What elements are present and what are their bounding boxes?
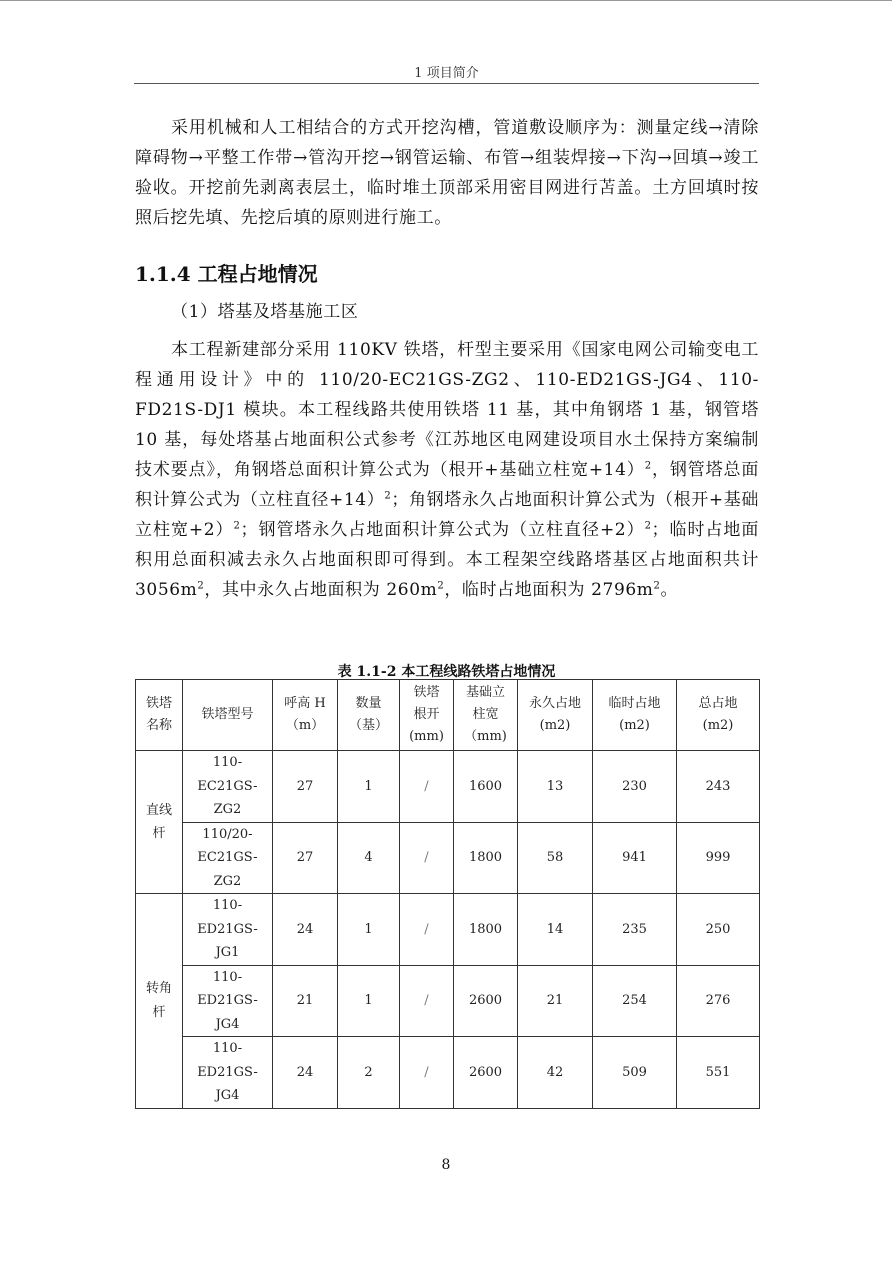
cell-temp: 941 [593,822,677,894]
text-run: ，其中永久占地面积为 260m [204,580,438,600]
cell-line: ED21GS- [197,1064,258,1080]
cell-line: EC21GS- [197,778,258,794]
text-run: ；临时占地面积用总面积减去永久占地面积即可得到。本工程架空线路塔基区占地面积共计 3056m [135,520,759,600]
cell-line: 110- [212,755,243,770]
cell-perm: 42 [518,1037,593,1109]
cell-height: 27 [273,822,338,894]
cell-root: / [400,751,454,823]
column-header [183,680,273,751]
cell-height: 27 [273,751,338,823]
cell-line: 名称 [145,718,172,733]
cell-total: 243 [677,751,760,823]
cell-line: ED21GS- [197,921,258,937]
cell-line: 基础立 [465,685,505,700]
cell-perm: 21 [518,965,593,1037]
cell-line: (m2) [619,718,650,733]
table-header-row [136,680,760,751]
table-caption: 表 1.1-2 本工程线路铁塔占地情况 [337,664,556,680]
cell-total: 999 [677,822,760,894]
column-header [400,680,454,751]
cell-line: 110- [212,898,243,913]
cell-line: 直线 [145,802,172,818]
cell-line: 永久占地 [528,696,581,711]
cell-root: / [400,1037,454,1109]
table-row [136,822,760,894]
cell-line: 杆 [152,826,166,841]
text-run: ；角钢塔永久占地面积计算公式为（根开+基础立柱宽+2） [135,490,759,540]
cell-width: 2600 [454,965,518,1037]
superscript: 2 [644,460,652,472]
tower-land-table [135,679,760,1109]
cell-line: JG4 [215,1016,240,1032]
superscript: 2 [437,580,445,592]
cell-line: (m2) [702,718,734,733]
table-row [136,965,760,1037]
cell-line: 临时占地 [608,696,661,711]
tower-model-cell [183,1037,273,1109]
tower-model-cell [183,751,273,823]
cell-temp: 230 [593,751,677,823]
cell-perm: 58 [518,822,593,894]
cell-line: 铁塔 [413,685,440,700]
superscript: 2 [233,520,241,532]
column-header [677,680,760,751]
cell-line: 转角 [145,981,172,997]
cell-line: (mm) [409,729,444,744]
tower-model-cell [183,822,273,894]
cell-line: 柱宽 [472,707,499,722]
cell-line: （m） [285,718,325,733]
superscript: 2 [384,490,392,502]
text-run: ；钢管塔永久占地面积计算公式为（立柱直径+2） [240,520,645,540]
column-header [136,680,183,751]
cell-width: 1800 [454,894,518,966]
superscript: 2 [197,580,205,592]
cell-height: 24 [273,894,338,966]
cell-height: 21 [273,965,338,1037]
section-heading: 1.1.4 工程占地情况 [135,262,318,286]
tower-group-name [136,751,183,894]
cell-root: / [400,822,454,894]
cell-line: 铁塔 [145,696,172,711]
cell-line: （mm) [464,729,507,744]
cell-temp: 235 [593,894,677,966]
cell-line: ZG2 [213,802,242,817]
cell-line: 数量 [355,696,382,711]
cell-width: 1800 [454,822,518,894]
top-border [0,0,892,1]
cell-count: 1 [338,751,400,823]
cell-line: 110/20- [202,826,253,842]
cell-line: ED21GS- [197,993,258,1008]
tower-model-cell [183,965,273,1037]
column-header [338,680,400,751]
cell-perm: 14 [518,894,593,966]
cell-line: 110- [212,969,243,985]
cell-line: 总占地 [698,696,738,711]
running-header: 1 项目简介 [414,66,479,81]
table-row [136,751,760,823]
cell-temp: 254 [593,965,677,1037]
cell-count: 2 [338,1037,400,1109]
cell-root: / [400,965,454,1037]
cell-line: JG4 [215,1088,240,1103]
sub-heading: （1）塔基及塔基施工区 [171,302,359,322]
table-row [136,894,760,966]
cell-line: 根开 [413,707,440,722]
text-run: 本工程新建部分采用 110KV 铁塔，杆型主要采用《国家电网公司输变电工程通用设计》中的 110/20-EC21GS-ZG2、110-ED21GS-JG4、110-FD21S-DJ1 模块。本工程线路共使用铁塔 11 基，其中角钢塔 1 基，钢管塔 10 基，每处塔基占地面积公式参考《江苏地区电网建设项目水土保持方案编制技术要点》，角钢塔总面积计算公式为（根开+基础立柱宽+14） [135,340,759,480]
cell-line: 呼高 H [284,696,326,711]
cell-line: EC21GS- [197,850,258,865]
cell-line: (m2) [539,718,571,733]
cell-line: ZG2 [213,873,242,889]
paragraph-text [135,335,759,605]
cell-root: / [400,894,454,966]
column-header [273,680,338,751]
column-header [518,680,593,751]
superscript: 2 [653,580,661,592]
paragraph-land-use [135,335,759,605]
page-number: 8 [441,1157,451,1173]
tower-group-name [136,894,183,1109]
tower-model-cell [183,894,273,966]
cell-count: 1 [338,965,400,1037]
cell-line: 110- [212,1041,243,1056]
cell-total: 276 [677,965,760,1037]
cell-total: 551 [677,1037,760,1109]
cell-perm: 13 [518,751,593,823]
cell-total: 250 [677,894,760,966]
table-row [136,1037,760,1109]
cell-count: 1 [338,894,400,966]
text-run: ，临时占地面积为 2796m [444,580,654,600]
column-header [454,680,518,751]
cell-line: （基） [348,718,388,733]
cell-width: 2600 [454,1037,518,1109]
cell-temp: 509 [593,1037,677,1109]
cell-line: JG1 [215,945,240,960]
header-rule [134,83,759,84]
cell-height: 24 [273,1037,338,1109]
cell-width: 1600 [454,751,518,823]
paragraph-text: 采用机械和人工相结合的方式开挖沟槽，管道敷设顺序为：测量定线→清除障碍物→平整工作带→管沟开挖→钢管运输、布管→组装焊接→下沟→回填→竣工验收。开挖前先剥离表层土，临时堆土顶部采用密目网进行苫盖。土方回填时按照后挖先填、先挖后填的原则进行施工。 [135,118,759,228]
cell-line: 铁塔型号 [201,707,254,722]
cell-count: 4 [338,822,400,894]
paragraph-construction [135,113,759,233]
cell-line: 杆 [152,1004,166,1020]
column-header [593,680,677,751]
text-run: 。 [660,580,679,600]
superscript: 2 [644,520,652,532]
text-run: ，钢管塔总面积计算公式为（立柱直径+14） [135,460,759,510]
